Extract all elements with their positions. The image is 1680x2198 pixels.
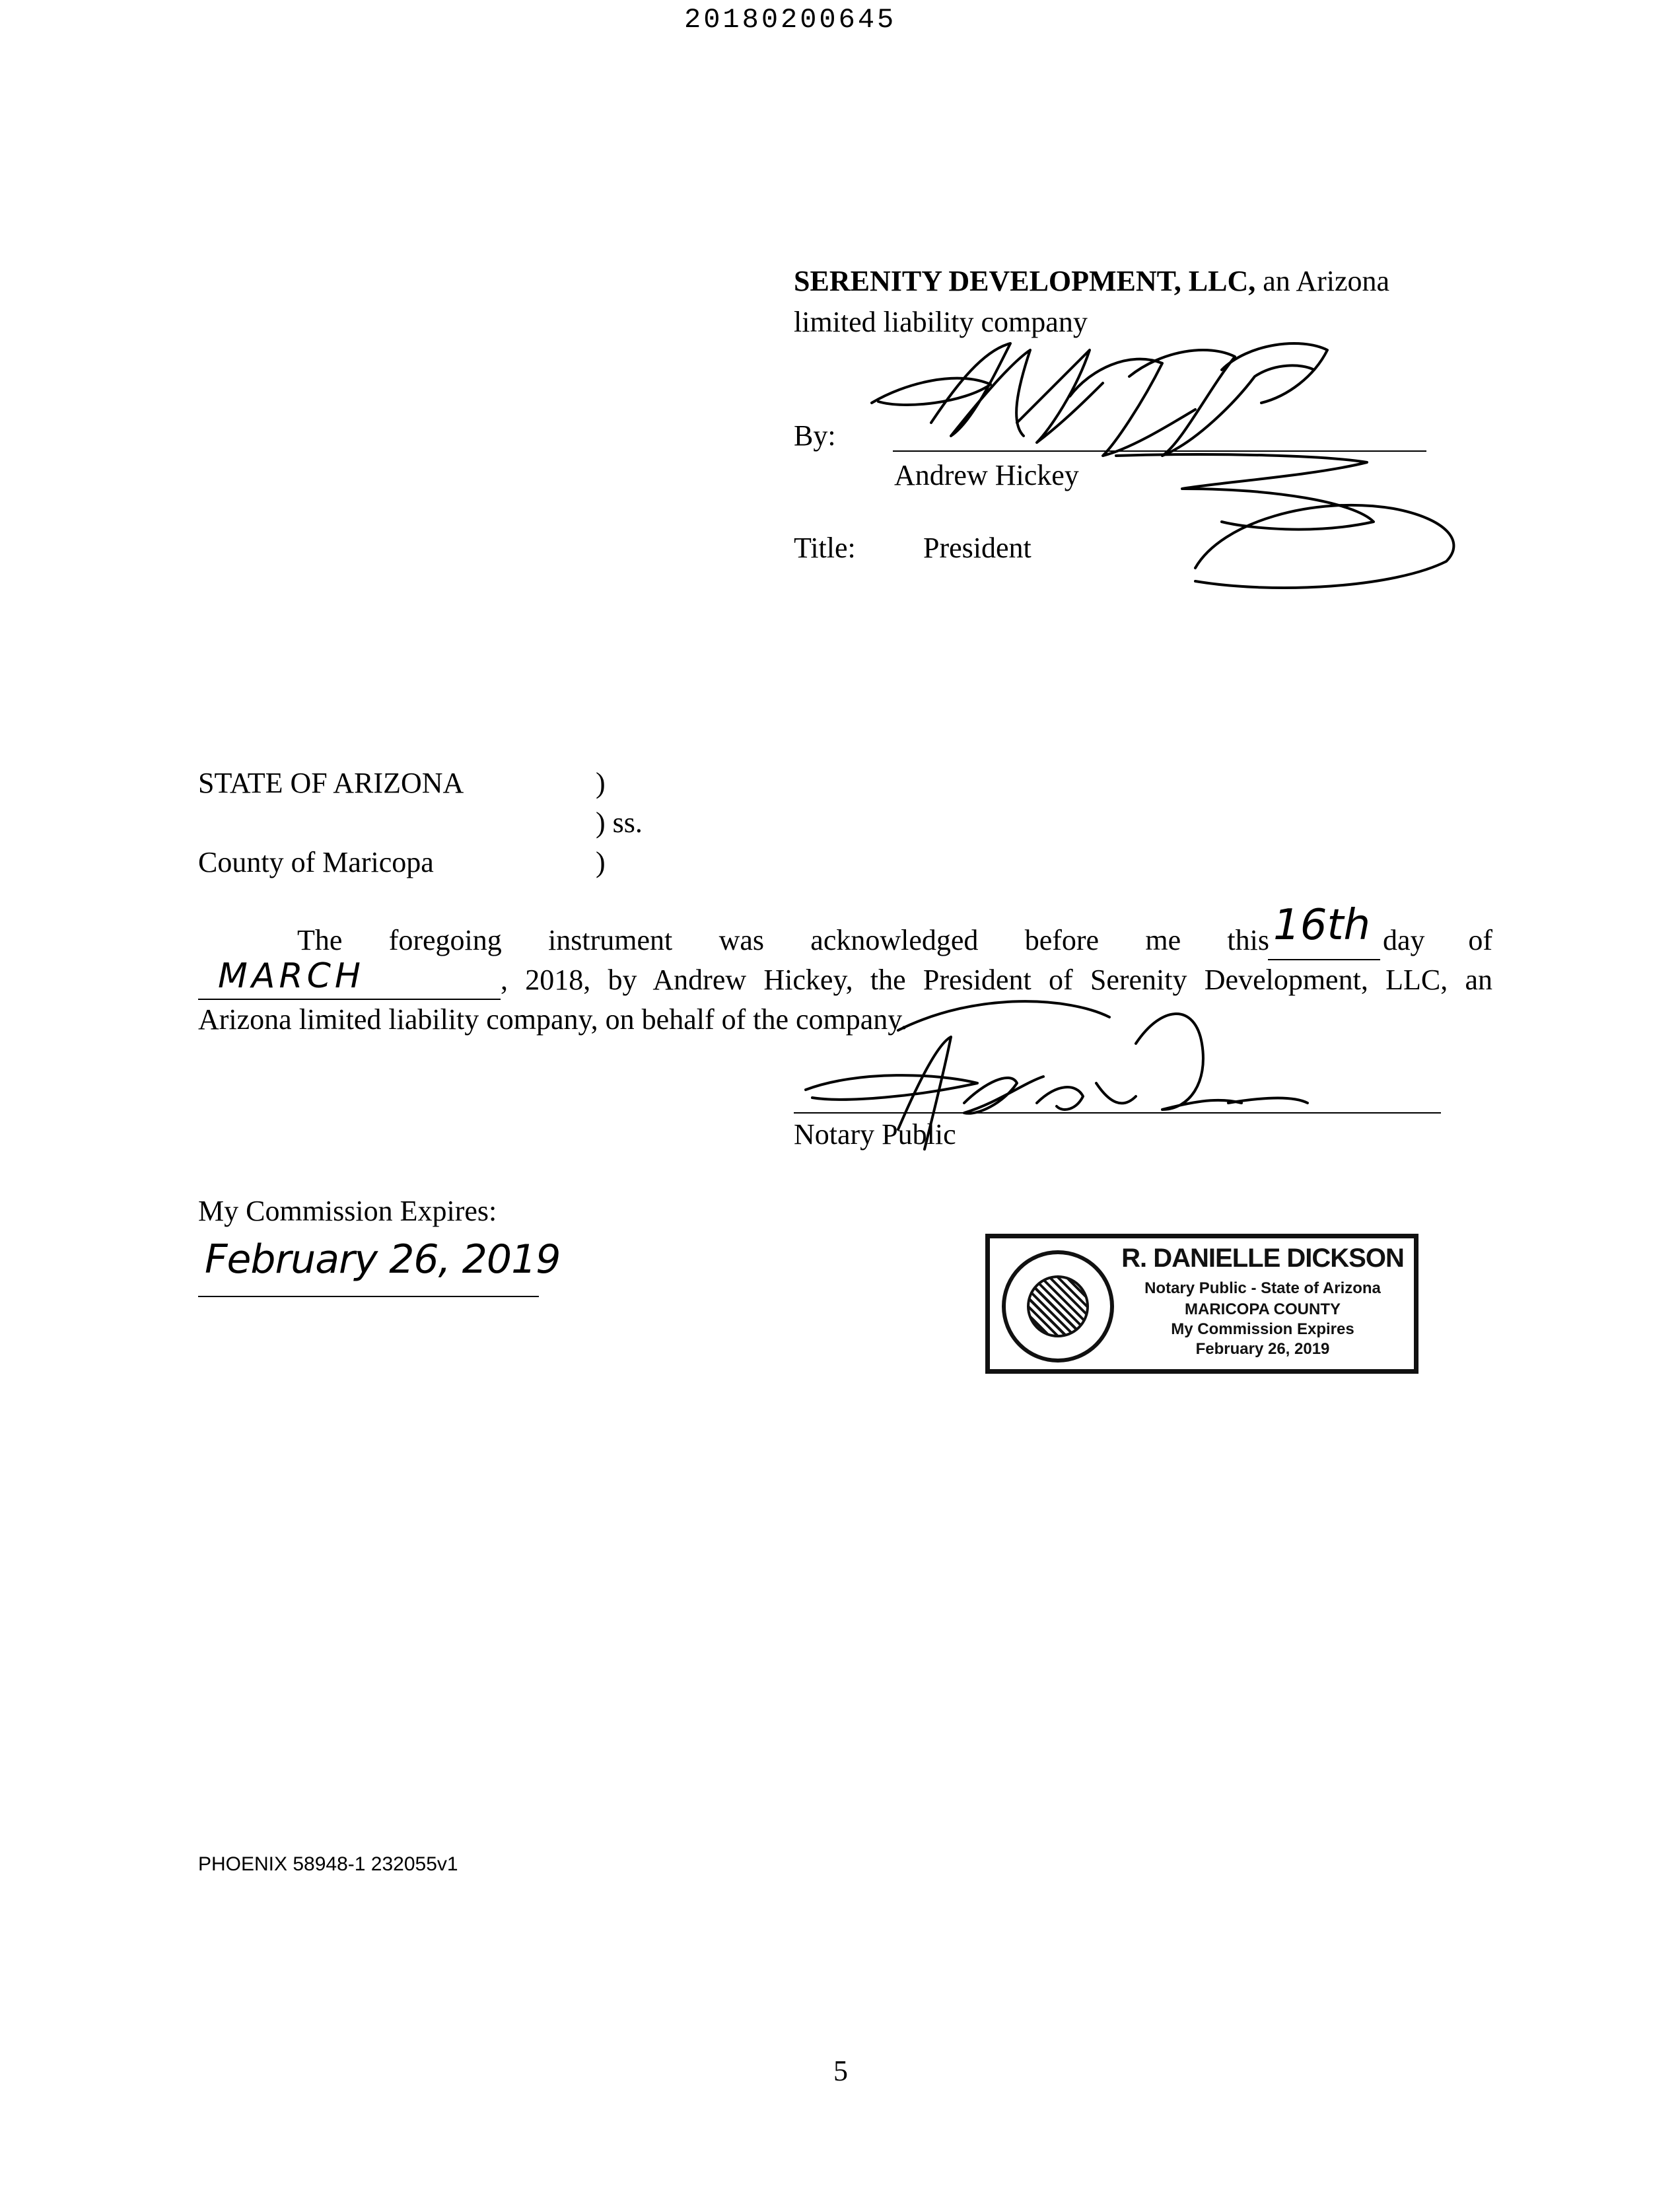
document-number: 20180200645 bbox=[684, 4, 897, 36]
title-value: President bbox=[923, 532, 1032, 564]
venue-ss: ) ss. bbox=[596, 806, 643, 839]
stamp-line-2: Notary Public - State of Arizona bbox=[1144, 1279, 1381, 1297]
commission-date-line bbox=[198, 1296, 539, 1297]
notary-stamp bbox=[985, 1234, 1418, 1374]
venue-state: STATE OF ARIZONA bbox=[198, 767, 464, 799]
month-blank-line bbox=[198, 999, 501, 1000]
stamp-line-5: February 26, 2019 bbox=[1195, 1340, 1330, 1358]
notary-seal-icon bbox=[1002, 1250, 1114, 1363]
company-name: SERENITY DEVELOPMENT, LLC, bbox=[794, 265, 1256, 297]
notary-label: Notary Public bbox=[794, 1118, 956, 1151]
venue-paren-3: ) bbox=[596, 846, 606, 878]
stamp-name: R. DANIELLE DICKSON bbox=[1121, 1244, 1404, 1273]
commission-label: My Commission Expires: bbox=[198, 1195, 497, 1227]
venue-paren-1: ) bbox=[596, 767, 606, 799]
stamp-line-4: My Commission Expires bbox=[1171, 1320, 1354, 1338]
ack-line-3: Arizona limited liability company, on behalf of the company. bbox=[198, 1003, 908, 1036]
stamp-line-3: MARICOPA COUNTY bbox=[1185, 1300, 1341, 1318]
signer-signature bbox=[852, 324, 1473, 608]
title-label: Title: bbox=[794, 532, 856, 564]
footer-doc-ref: PHOENIX 58948-1 232055v1 bbox=[198, 1853, 458, 1875]
company-desc-2: limited liability company bbox=[794, 306, 1088, 338]
ack-line-2: , 2018, by Andrew Hickey, the President of Serenity Development, LLC, an bbox=[501, 964, 1492, 996]
signer-name: Andrew Hickey bbox=[894, 459, 1079, 491]
ack-line-1: The foregoing instrument was acknowledged before me this bbox=[297, 924, 1269, 956]
day-handwritten: 16th bbox=[1273, 901, 1371, 950]
month-handwritten: MARCH bbox=[218, 956, 365, 996]
venue-county: County of Maricopa bbox=[198, 846, 434, 878]
by-label: By: bbox=[794, 419, 836, 452]
page-number: 5 bbox=[833, 2055, 848, 2087]
company-line-1 bbox=[794, 264, 1389, 298]
commission-date-handwritten: February 26, 2019 bbox=[205, 1236, 561, 1283]
day-of: day of bbox=[1383, 924, 1492, 956]
company-desc-1: an Arizona bbox=[1255, 265, 1390, 297]
